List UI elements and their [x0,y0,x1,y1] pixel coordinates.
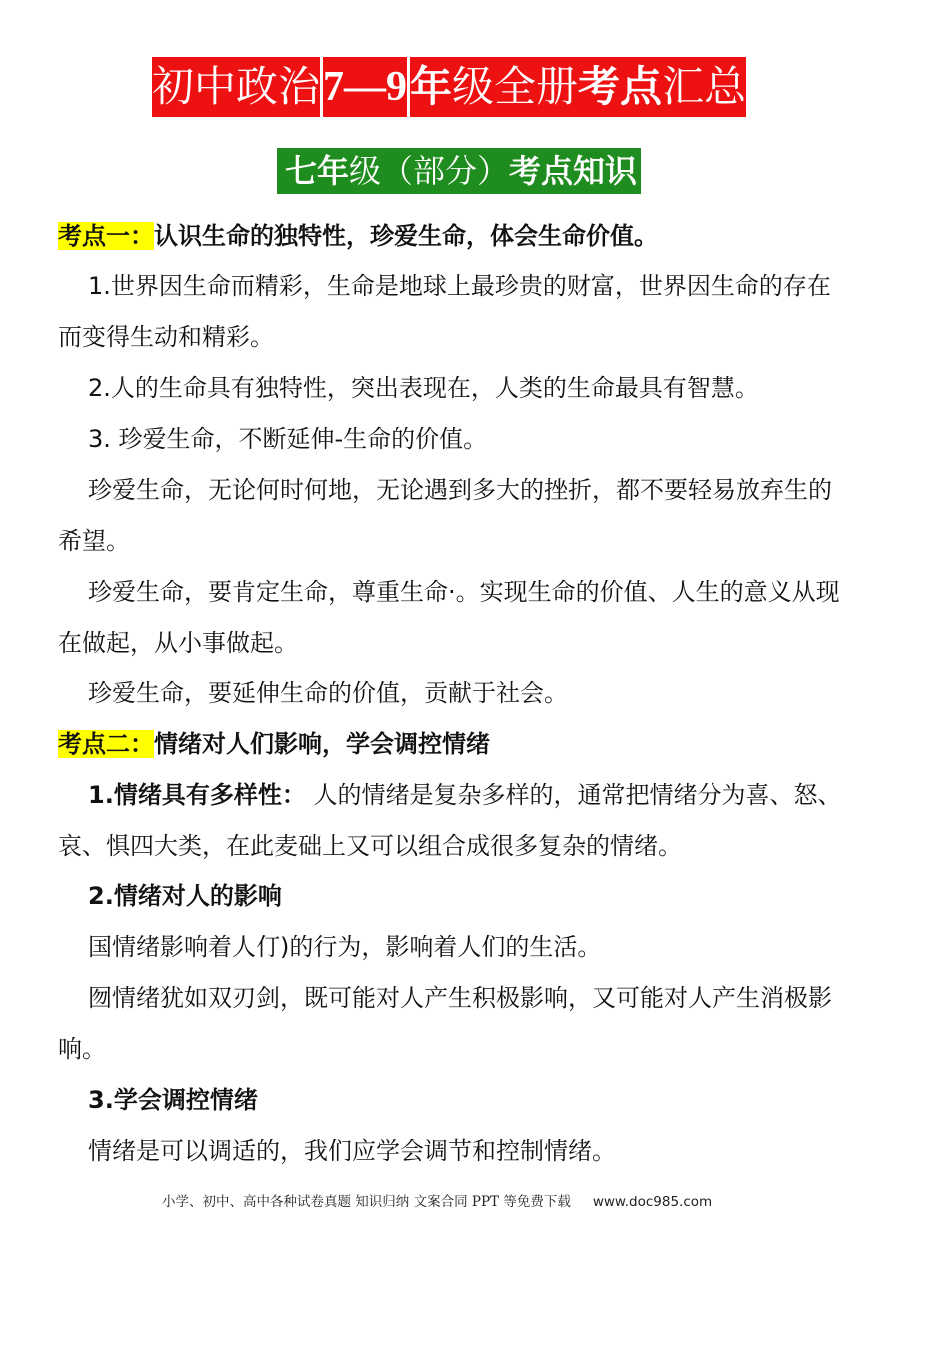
footer-url: www.doc985.com [592,1194,713,1210]
paragraph: 1.世界因生命而精彩，生命是地球上最珍贵的财富，世界因生命的存在 [88,272,831,300]
subsection-title: 1.情绪具有多样性： [88,781,306,809]
paragraph: 2.人的生命具有独特性，突出表现在，人类的生命最具有智慧。 [88,374,759,402]
page-title [152,57,746,117]
paragraph: 珍爱生命，要肯定生命，尊重生命·。实现生命的价值、人生的意义从现 [88,578,840,606]
title-part-2: 7—9 [323,57,407,117]
title-part-3: 年 [410,57,452,117]
section2-heading [58,728,490,760]
subtitle-part-3: 考点知识 [509,152,638,190]
paragraph: 3. 珍爱生命，不断延伸-生命的价值。 [88,425,488,453]
section1-heading-text: 认识生命的独特性，珍爱生命，体会生命价值。 [154,222,658,250]
subsection-title: 2.情绪对人的影响 [88,882,282,910]
paragraph: 情绪是可以调适的，我们应学会调节和控制情绪。 [88,1137,616,1165]
title-part-1: 初中政治 [152,57,320,117]
paragraph: 在做起，从小事做起。 [58,629,298,657]
paragraph: 希望。 [58,527,130,555]
section2-heading-text: 情绪对人们影响，学会调控情绪 [154,730,490,758]
title-part-4: 级全册 [452,57,578,117]
subsection-title: 3.学会调控情绪 [88,1086,258,1114]
paragraph: 珍爱生命，无论何时何地，无论遇到多大的挫折，都不要轻易放弃生的 [88,476,832,504]
paragraph [88,779,841,811]
paragraph: 珍爱生命，要延伸生命的价值，贡献于社会。 [88,679,568,707]
section2-label: 考点二： [58,730,154,758]
paragraph: 响。 [58,1035,106,1063]
title-part-6: 汇总 [662,57,746,117]
subtitle-part-1: 七年 [285,152,350,190]
paragraph: 国情绪影响着人仃)的行为，影响着人们的生活。 [88,933,602,961]
paragraph-text: 人的情绪是复杂多样的，通常把情绪分为喜、怒、 [305,781,842,809]
section1-label: 考点一： [58,222,154,250]
paragraph: 哀、惧四大类，在此麦础上又可以组合成很多复杂的情绪。 [58,832,682,860]
title-part-5: 考点 [578,57,662,117]
paragraph: 而变得生动和精彩。 [58,323,274,351]
subtitle-part-2: 级（部分） [349,152,510,190]
page-footer [162,1192,712,1212]
footer-text: 小学、初中、高中各种试卷真题 知识归纳 文案合同 PPT 等免费下载 [162,1194,571,1210]
paragraph: 囫情绪犹如双刃剑，既可能对人产生积极影响，又可能对人产生消极影 [88,984,832,1012]
section1-heading [58,220,658,252]
section-subtitle [277,148,641,194]
